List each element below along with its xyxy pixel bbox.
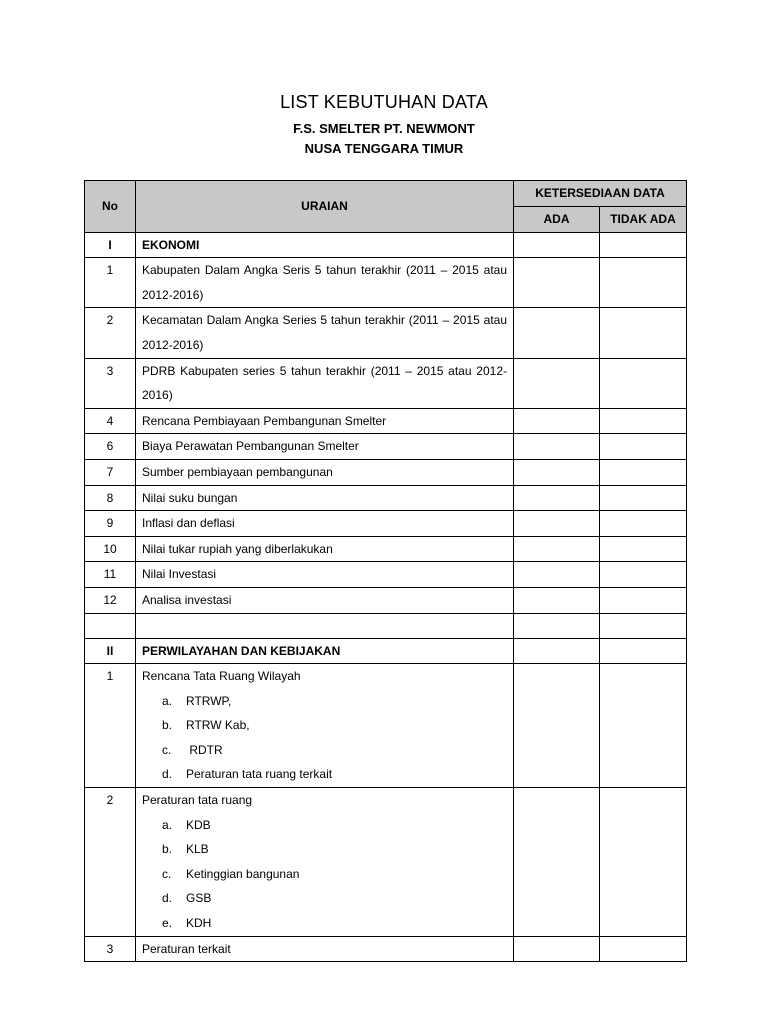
row-number: 3 (85, 936, 136, 962)
ada-cell (514, 936, 600, 962)
row-number: 1 (85, 664, 136, 788)
sub-item-text: RTRW Kab, (186, 718, 250, 733)
section-title: EKONOMI (136, 232, 514, 258)
sub-item-label: c. (162, 742, 172, 757)
ada-cell (514, 485, 600, 511)
sub-item (142, 713, 507, 738)
table-row (85, 587, 687, 613)
row-description (136, 936, 514, 962)
row-number: 8 (85, 485, 136, 511)
row-description (136, 587, 514, 613)
row-number: 1 (85, 258, 136, 308)
row-description (136, 459, 514, 485)
row-number: 7 (85, 459, 136, 485)
row-text: Peraturan terkait (142, 941, 231, 956)
ada-cell (514, 408, 600, 434)
empty-cell (600, 613, 687, 638)
row-text: Rencana Tata Ruang Wilayah (142, 669, 301, 684)
sub-item-text: KLB (186, 842, 209, 857)
row-description (136, 536, 514, 562)
tidak-ada-cell (600, 788, 687, 937)
header-ada: ADA (514, 207, 600, 233)
row-text: Biaya Perawatan Pembangunan Smelter (142, 439, 359, 454)
row-description (136, 258, 514, 308)
table-row (85, 511, 687, 537)
table-row (85, 536, 687, 562)
section-number: I (85, 232, 136, 258)
sub-item-label: e. (162, 916, 173, 931)
row-number: 11 (85, 562, 136, 588)
sub-item-label: d. (162, 891, 173, 906)
tidak-ada-cell (600, 485, 687, 511)
ada-cell (514, 258, 600, 308)
sub-item-text: KDB (186, 817, 211, 832)
tidak-ada-cell (600, 587, 687, 613)
sub-item-label: c. (162, 866, 172, 881)
tidak-ada-cell (600, 638, 687, 664)
row-text: Peraturan tata ruang (142, 793, 253, 808)
ada-cell (514, 308, 600, 358)
table-row (85, 664, 687, 788)
section-number: II (85, 638, 136, 664)
row-text: PDRB Kabupaten series 5 tahun terakhir (2011 – 2015 atau 2012-2016) (142, 363, 507, 403)
tidak-ada-cell (600, 511, 687, 537)
ada-cell (514, 434, 600, 460)
empty-cell (136, 613, 514, 638)
sub-item-label: d. (162, 767, 173, 782)
row-text: Inflasi dan deflasi (142, 516, 235, 531)
document-title: LIST KEBUTUHAN DATA (280, 92, 488, 112)
tidak-ada-cell (600, 459, 687, 485)
tidak-ada-cell (600, 664, 687, 788)
sub-item-text: RTRWP, (186, 693, 232, 708)
table-row (85, 788, 687, 937)
row-text: Nilai Investasi (142, 567, 217, 582)
ada-cell (514, 536, 600, 562)
table-row (85, 308, 687, 358)
sub-item-label: b. (162, 842, 173, 857)
section-row (85, 232, 687, 258)
table-row (85, 459, 687, 485)
ada-cell (514, 788, 600, 937)
tidak-ada-cell (600, 562, 687, 588)
row-description (136, 511, 514, 537)
header-uraian: URAIAN (136, 181, 514, 233)
row-number: 12 (85, 587, 136, 613)
table-row (85, 434, 687, 460)
table-body (85, 232, 687, 962)
tidak-ada-cell (600, 258, 687, 308)
ada-cell (514, 232, 600, 258)
row-description (136, 434, 514, 460)
row-text: Nilai tukar rupiah yang diberlakukan (142, 541, 333, 556)
row-number: 9 (85, 511, 136, 537)
header-no: No (85, 181, 136, 233)
tidak-ada-cell (600, 358, 687, 408)
table-row (85, 936, 687, 962)
row-number: 10 (85, 536, 136, 562)
table-row (85, 408, 687, 434)
row-text: Rencana Pembiayaan Pembangunan Smelter (142, 413, 387, 428)
sub-item (142, 762, 507, 787)
ada-cell (514, 638, 600, 664)
row-description (136, 408, 514, 434)
row-text: Kabupaten Dalam Angka Seris 5 tahun terakhir (2011 – 2015 atau 2012-2016) (142, 263, 507, 302)
row-text: Kecamatan Dalam Angka Series 5 tahun terakhir (2011 – 2015 atau 2012-2016) (142, 313, 507, 352)
sub-item (142, 689, 507, 714)
sub-item-text: GSB (186, 891, 212, 906)
row-description (136, 358, 514, 408)
empty-cell (85, 613, 136, 638)
sub-item (142, 862, 507, 887)
tidak-ada-cell (600, 936, 687, 962)
document-subtitle: F.S. SMELTER PT. NEWMONT (293, 121, 475, 136)
ada-cell (514, 459, 600, 485)
ada-cell (514, 664, 600, 788)
blank-row (85, 613, 687, 638)
sub-item-text: Peraturan tata ruang terkait (186, 767, 333, 782)
data-requirements-table (84, 180, 687, 962)
row-number: 4 (85, 408, 136, 434)
row-text: Analisa investasi (142, 592, 232, 607)
row-number: 6 (85, 434, 136, 460)
row-number: 3 (85, 358, 136, 408)
sub-item-label: a. (162, 817, 173, 832)
row-description (136, 562, 514, 588)
empty-cell (514, 613, 600, 638)
section-row (85, 638, 687, 664)
row-text: Nilai suku bungan (142, 490, 238, 505)
header-ketersediaan: KETERSEDIAAN DATA (514, 181, 687, 207)
sub-item (142, 813, 507, 838)
row-description (136, 788, 514, 937)
sub-item-text: KDH (186, 916, 212, 931)
document-location: NUSA TENGGARA TIMUR (304, 141, 464, 156)
ada-cell (514, 511, 600, 537)
table-row (85, 485, 687, 511)
sub-item (142, 911, 507, 936)
table-row (85, 562, 687, 588)
ada-cell (514, 562, 600, 588)
sub-item-text: RDTR (186, 742, 223, 757)
header-tidak-ada: TIDAK ADA (600, 207, 687, 233)
sub-item-label: b. (162, 718, 173, 733)
table-row (85, 358, 687, 408)
sub-item-text: Ketinggian bangunan (186, 866, 300, 881)
tidak-ada-cell (600, 408, 687, 434)
sub-item-label: a. (162, 693, 173, 708)
sub-item (142, 886, 507, 911)
row-description (136, 485, 514, 511)
tidak-ada-cell (600, 308, 687, 358)
table-row (85, 258, 687, 308)
sub-item (142, 837, 507, 862)
row-description (136, 308, 514, 358)
ada-cell (514, 587, 600, 613)
tidak-ada-cell (600, 536, 687, 562)
row-text: Sumber pembiayaan pembangunan (142, 464, 333, 479)
tidak-ada-cell (600, 232, 687, 258)
row-number: 2 (85, 308, 136, 358)
ada-cell (514, 358, 600, 408)
tidak-ada-cell (600, 434, 687, 460)
sub-item (142, 738, 507, 763)
row-number: 2 (85, 788, 136, 937)
section-title: PERWILAYAHAN DAN KEBIJAKAN (136, 638, 514, 664)
row-description (136, 664, 514, 788)
